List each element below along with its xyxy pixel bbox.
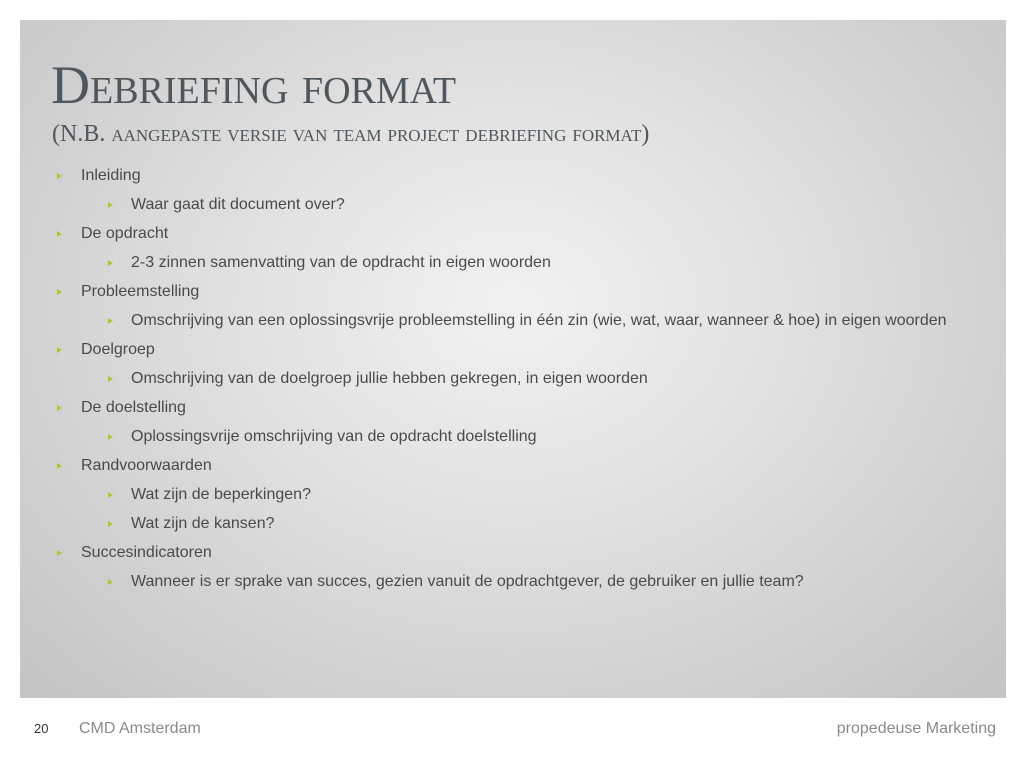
sub-bullet-item (20, 196, 1006, 214)
sub-bullet-text: Wat zijn de kansen? (131, 515, 275, 532)
sub-bullet-text: Oplossingsvrije omschrijving van de opdracht doelstelling (131, 428, 537, 445)
triangle-bullet-icon (57, 347, 62, 353)
bullet-text: Randvoorwaarden (81, 457, 212, 474)
sub-bullet-item (20, 428, 1006, 446)
bullet-text: De doelstelling (81, 399, 186, 416)
triangle-bullet-icon (57, 405, 62, 411)
triangle-bullet-icon (108, 521, 113, 527)
sub-bullet-text: Omschrijving van de doelgroep jullie hebben gekregen, in eigen woorden (131, 370, 648, 387)
sub-bullet-item (20, 573, 1006, 591)
footer-course: propedeuse Marketing (836, 720, 996, 737)
bullet-item-randvoorwaarden (20, 457, 1006, 475)
sub-bullet-item (20, 312, 1006, 330)
bullet-item-de-doelstelling (20, 399, 1006, 417)
sub-bullet-text: Omschrijving van een oplossingsvrije probleemstelling in één zin (wie, wat, waar, wanneer & hoe) in eigen woorden (131, 312, 947, 329)
triangle-bullet-icon (108, 202, 113, 208)
triangle-bullet-icon (108, 434, 113, 440)
bullet-item-probleemstelling (20, 283, 1006, 301)
triangle-bullet-icon (108, 260, 113, 266)
sub-bullet-item (20, 515, 1006, 533)
bullet-list (20, 167, 1006, 602)
slide-panel (20, 20, 1006, 698)
sub-bullet-text: 2-3 zinnen samenvatting van de opdracht in eigen woorden (131, 254, 551, 271)
triangle-bullet-icon (57, 550, 62, 556)
triangle-bullet-icon (108, 579, 113, 585)
sub-bullet-text: Wat zijn de beperkingen? (131, 486, 311, 503)
sub-bullet-item (20, 486, 1006, 504)
triangle-bullet-icon (57, 463, 62, 469)
triangle-bullet-icon (108, 318, 113, 324)
triangle-bullet-icon (57, 289, 62, 295)
sub-bullet-item (20, 254, 1006, 272)
sub-bullet-text: Waar gaat dit document over? (131, 196, 345, 213)
slide-title: Debriefing format (51, 55, 457, 115)
footer-organization: CMD Amsterdam (79, 720, 201, 737)
sub-bullet-item (20, 370, 1006, 388)
bullet-item-doelgroep (20, 341, 1006, 359)
bullet-item-succesindicatoren (20, 544, 1006, 562)
triangle-bullet-icon (108, 376, 113, 382)
bullet-text: Succesindicatoren (81, 544, 212, 561)
triangle-bullet-icon (57, 231, 62, 237)
bullet-item-de-opdracht (20, 225, 1006, 243)
bullet-text: Probleemstelling (81, 283, 200, 300)
bullet-item-inleiding (20, 167, 1006, 185)
slide-subtitle: (N.B. aangepaste versie van team project debriefing format) (52, 121, 650, 147)
bullet-text: De opdracht (81, 225, 169, 242)
bullet-text: Doelgroep (81, 341, 155, 358)
triangle-bullet-icon (108, 492, 113, 498)
page-number: 20 (34, 721, 49, 736)
sub-bullet-text: Wanneer is er sprake van succes, gezien vanuit de opdrachtgever, de gebruiker en jullie team? (131, 573, 804, 590)
bullet-text: Inleiding (81, 167, 141, 184)
triangle-bullet-icon (57, 173, 62, 179)
